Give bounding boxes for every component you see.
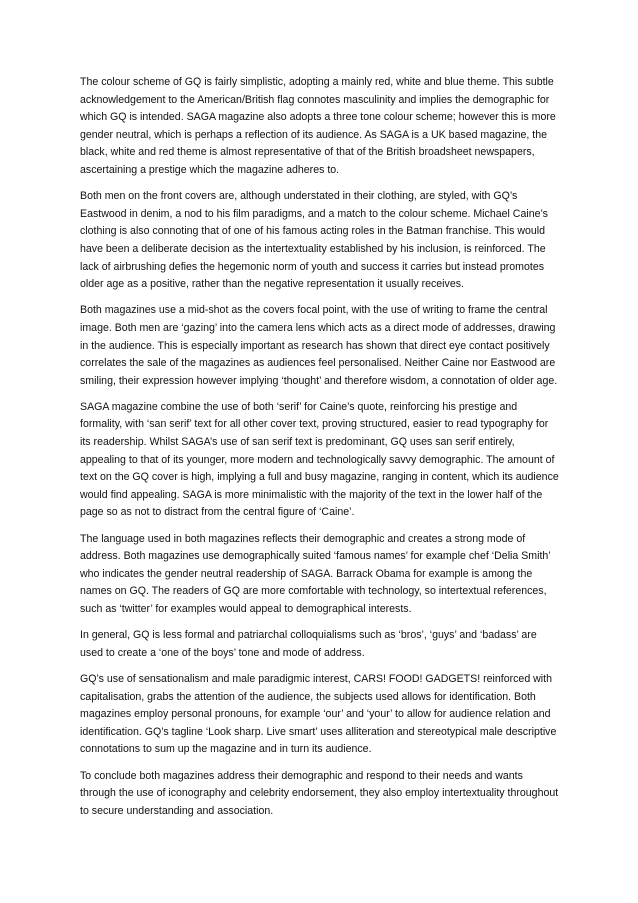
paragraph-clothing: Both men on the front covers are, although understated in their clothing, are styled, with GQ’s Eastwood in denim, a nod to his film paradigms, and a match to the colour scheme. Michael Caine’s clothing is also connoting that of one of his famous acting roles in the Batman franchise. This would have been a deliberate decision as the intertextuality established by his inclusion, is reinforced. The lack of airbrushing defies the hegemonic norm of youth and success it carries but instead promotes older age as a positive, rather than the negative representation it usually receives. (80, 190, 548, 291)
document-page (80, 74, 560, 829)
paragraph-colour-scheme: The colour scheme of GQ is fairly simplistic, adopting a mainly red, white and blue theme. This subtle acknowledgement to the American/British flag connotes masculinity and implies the demographic for which GQ is intended. SAGA magazine also adopts a three tone colour scheme; however this is more gender neutral, which is perhaps a reflection of its audience. As SAGA is a UK based magazine, the black, white and red theme is almost representative of that of the British broadsheet newspapers, ascertaining a prestige which the magazine adheres to. (80, 76, 556, 176)
paragraph-typography: SAGA magazine combine the use of both ‘serif’ for Caine’s quote, reinforcing his prestige and formality, with ‘san serif’ text for all other cover text, proving structured, easier to read typography for its readership. Whilst SAGA’s use of san serif text is predominant, GQ uses san serif entirely, appealing to that of its younger, more modern and technologically savvy demographic. The amount of text on the GQ cover is high, implying a full and busy magazine, ranging in content, which its audience would find appealing. SAGA is more minimalistic with the majority of the text in the lower half of the page so as not to distract from the central figure of ‘Caine’. (80, 400, 559, 519)
paragraph-formality: In general, GQ is less formal and patriarchal colloquialisms such as ‘bros’, ‘guys’ and ‘badass’ are used to create a ‘one of the boys’ tone and mode of address. (80, 629, 537, 659)
paragraph-language: The language used in both magazines reflects their demographic and creates a strong mode of address. Both magazines use demographically suited ‘famous names’ for example chef ‘Delia Smith’ who indicates the gender neutral readership of SAGA. Barrack Obama for example is among the names on GQ. The readers of GQ are more comfortable with technology, so intertextual references, such as ‘twitter’ for examples would appeal to demographical interests. (80, 532, 551, 615)
paragraph-sensationalism: GQ’s use of sensationalism and male paradigmic interest, CARS! FOOD! GADGETS! reinforced with capitalisation, grabs the attention of the audience, the subjects used allows for identification. Both magazines employ personal pronouns, for example ‘our’ and ‘your’ to allow for audience relation and identification. GQ’s tagline ‘Look sharp. Live smart’ uses alliteration and stereotypical male descriptive connotations to sum up the magazine and in turn its audience. (80, 672, 557, 756)
paragraph-mid-shot: Both magazines use a mid-shot as the covers focal point, with the use of writing to frame the central image. Both men are ‘gazing’ into the camera lens which acts as a direct mode of addresses, drawing in the audience. This is especially important as research has shown that direct eye contact positively correlates the sale of the magazines as audiences feel personalised. Neither Caine nor Eastwood are smiling, their expression however implying ‘thought’ and therefore wisdom, a connotation of older age. (80, 304, 558, 387)
paragraph-conclusion: To conclude both magazines address their demographic and respond to their needs and wants through the use of iconography and celebrity endorsement, they also employ intertextuality throughout to secure understanding and association. (80, 769, 559, 817)
